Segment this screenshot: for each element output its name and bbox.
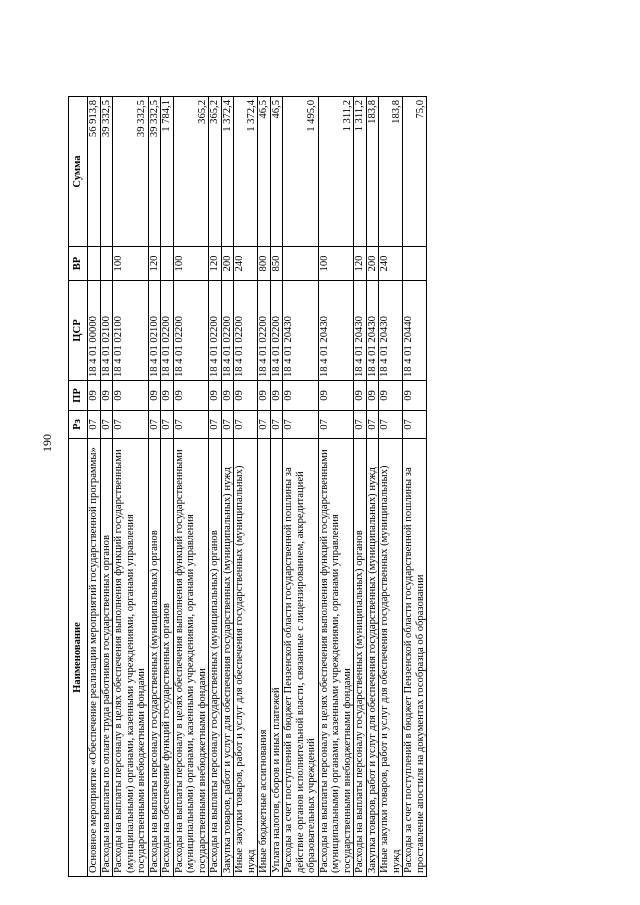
- cell-pr: 09: [258, 381, 271, 411]
- cell-pr: 09: [379, 381, 403, 411]
- cell-csr: 18 4 01 02100: [148, 281, 161, 381]
- cell-sum: 1 495,0: [283, 97, 319, 247]
- cell-vr: 100: [173, 247, 209, 281]
- cell-name: Закупка товаров, работ и услуг для обеспечения государственных (муниципальных) нужд: [221, 439, 234, 877]
- cell-sum: 39 332,5: [100, 97, 113, 247]
- cell-name: Расходы на выплаты по оплате труда работников государственных органов: [100, 439, 113, 877]
- table-row: [113, 97, 149, 877]
- cell-name: Уплата налогов, сборов и иных платежей: [270, 439, 283, 877]
- cell-sum: 183,8: [366, 97, 379, 247]
- cell-vr: 240: [379, 247, 403, 281]
- cell-rz: 07: [148, 411, 161, 439]
- cell-sum: 1 372,4: [234, 97, 258, 247]
- cell-csr: 18 4 01 02200: [221, 281, 234, 381]
- cell-pr: 09: [100, 381, 113, 411]
- cell-sum: 39 332,5: [113, 97, 149, 247]
- cell-sum: 39 332,5: [148, 97, 161, 247]
- cell-pr: 09: [209, 381, 222, 411]
- cell-pr: 09: [161, 381, 174, 411]
- budget-table: [68, 96, 427, 877]
- cell-rz: 07: [173, 411, 209, 439]
- cell-sum: 183,8: [379, 97, 403, 247]
- cell-pr: 09: [403, 381, 427, 411]
- table-row: [354, 97, 367, 877]
- header-rz: Рз: [69, 411, 88, 439]
- cell-vr: 200: [366, 247, 379, 281]
- cell-csr: 18 4 01 00000: [88, 281, 101, 381]
- header-row: [69, 97, 88, 877]
- cell-vr: [100, 247, 113, 281]
- cell-vr: [403, 247, 427, 281]
- cell-csr: 18 4 01 02200: [258, 281, 271, 381]
- header-name: Наименование: [69, 439, 88, 877]
- cell-name: Иные закупки товаров, работ и услуг для обеспечения государственных (муниципальных) нужд: [379, 439, 403, 877]
- table-row: [148, 97, 161, 877]
- cell-rz: 07: [258, 411, 271, 439]
- cell-name: Основное мероприятие «Обеспечение реализации мероприятий государственной программы»: [88, 439, 101, 877]
- cell-pr: 09: [88, 381, 101, 411]
- cell-pr: 09: [234, 381, 258, 411]
- cell-csr: 18 4 01 02200: [173, 281, 209, 381]
- cell-vr: 120: [354, 247, 367, 281]
- cell-name: Расходы на выплаты персоналу в целях обеспечения выполнения функций государственными (муниципальными) органами, казенными учреждениями, органами управления государственными внебюджетными фондами: [173, 439, 209, 877]
- rotated-table-container: [68, 97, 583, 877]
- cell-csr: 18 4 01 20430: [354, 281, 367, 381]
- cell-name: Расходы на выплаты персоналу государственных (муниципальных) органов: [209, 439, 222, 877]
- cell-csr: 18 4 01 02200: [209, 281, 222, 381]
- header-vr: ВР: [69, 247, 88, 281]
- cell-csr: 18 4 01 20430: [366, 281, 379, 381]
- cell-sum: 1 372,4: [221, 97, 234, 247]
- table-row: [379, 97, 403, 877]
- cell-pr: 09: [173, 381, 209, 411]
- cell-sum: 46,5: [258, 97, 271, 247]
- table-row: [100, 97, 113, 877]
- cell-name: Расходы на обеспечение функций государственных органов: [161, 439, 174, 877]
- cell-vr: 120: [209, 247, 222, 281]
- table-row: [270, 97, 283, 877]
- cell-sum: 1 311,2: [318, 97, 354, 247]
- table-row: [161, 97, 174, 877]
- table-row: [209, 97, 222, 877]
- cell-rz: 07: [161, 411, 174, 439]
- cell-rz: 07: [221, 411, 234, 439]
- cell-pr: 09: [354, 381, 367, 411]
- cell-rz: 07: [403, 411, 427, 439]
- cell-sum: 1 311,2: [354, 97, 367, 247]
- cell-rz: 07: [354, 411, 367, 439]
- cell-name: Расходы на выплаты персоналу в целях обеспечения выполнения функций государственными (муниципальными) органами, казенными учреждениями, органами управления государственными внебюджетными фондами: [318, 439, 354, 877]
- cell-rz: 07: [113, 411, 149, 439]
- cell-sum: 75,0: [403, 97, 427, 247]
- cell-sum: 365,2: [209, 97, 222, 247]
- cell-name: Расходы на выплаты персоналу в целях обеспечения выполнения функций государственными (муниципальными) органами, казенными учреждениями, органами управления государственными внебюджетными фондами: [113, 439, 149, 877]
- cell-name: Иные бюджетные ассигнования: [258, 439, 271, 877]
- cell-csr: 18 4 01 20440: [403, 281, 427, 381]
- cell-rz: 07: [283, 411, 319, 439]
- cell-pr: 09: [221, 381, 234, 411]
- table-row: [403, 97, 427, 877]
- cell-sum: 1 784,1: [161, 97, 174, 247]
- table-row: [221, 97, 234, 877]
- cell-rz: 07: [234, 411, 258, 439]
- cell-pr: 09: [283, 381, 319, 411]
- cell-vr: [283, 247, 319, 281]
- cell-name: Расходы на выплаты персоналу государственных (муниципальных) органов: [148, 439, 161, 877]
- cell-rz: 07: [318, 411, 354, 439]
- cell-csr: 18 4 01 02100: [100, 281, 113, 381]
- cell-csr: 18 4 01 02100: [113, 281, 149, 381]
- cell-sum: 56 913,8: [88, 97, 101, 247]
- cell-rz: 07: [100, 411, 113, 439]
- cell-pr: 09: [113, 381, 149, 411]
- cell-vr: 850: [270, 247, 283, 281]
- cell-pr: 09: [270, 381, 283, 411]
- cell-pr: 09: [366, 381, 379, 411]
- cell-vr: 100: [113, 247, 149, 281]
- cell-rz: 07: [209, 411, 222, 439]
- cell-rz: 07: [270, 411, 283, 439]
- header-sum: Сумма: [69, 97, 88, 247]
- table-row: [366, 97, 379, 877]
- cell-pr: 09: [148, 381, 161, 411]
- cell-rz: 07: [88, 411, 101, 439]
- table-row: [234, 97, 258, 877]
- cell-csr: 18 4 01 02200: [161, 281, 174, 381]
- table-row: [283, 97, 319, 877]
- cell-vr: 800: [258, 247, 271, 281]
- table-row: [88, 97, 101, 877]
- cell-csr: 18 4 01 20430: [379, 281, 403, 381]
- header-csr: ЦСР: [69, 281, 88, 381]
- cell-rz: 07: [379, 411, 403, 439]
- cell-name: Расходы на выплаты персоналу государственных (муниципальных) органов: [354, 439, 367, 877]
- header-pr: ПР: [69, 381, 88, 411]
- page-number: 190: [40, 434, 54, 452]
- cell-pr: 09: [318, 381, 354, 411]
- cell-rz: 07: [366, 411, 379, 439]
- cell-csr: 18 4 01 02200: [234, 281, 258, 381]
- cell-name: Расходы за счет поступлений в бюджет Пензенской области государственной пошлины за действие органов исполнительной власти, связанные с лицензированием, аккредитацией образовательных учреждений: [283, 439, 319, 877]
- cell-csr: 18 4 01 02200: [270, 281, 283, 381]
- cell-vr: 240: [234, 247, 258, 281]
- table-row: [318, 97, 354, 877]
- cell-csr: 18 4 01 20430: [318, 281, 354, 381]
- cell-vr: 100: [318, 247, 354, 281]
- cell-vr: 200: [221, 247, 234, 281]
- table-row: [258, 97, 271, 877]
- cell-vr: [161, 247, 174, 281]
- cell-sum: 365,2: [173, 97, 209, 247]
- cell-vr: [88, 247, 101, 281]
- table-row: [173, 97, 209, 877]
- cell-csr: 18 4 01 20430: [283, 281, 319, 381]
- table-body: [88, 97, 427, 877]
- cell-sum: 46,5: [270, 97, 283, 247]
- cell-name: Расходы за счет поступлений в бюджет Пензенской области государственной пошлины за проставление апостиля на документах гособразца об образовании: [403, 439, 427, 877]
- cell-name: Иные закупки товаров, работ и услуг для обеспечения государственных (муниципальных) нужд: [234, 439, 258, 877]
- cell-name: Закупка товаров, работ и услуг для обеспечения государственных (муниципальных) нужд: [366, 439, 379, 877]
- cell-vr: 120: [148, 247, 161, 281]
